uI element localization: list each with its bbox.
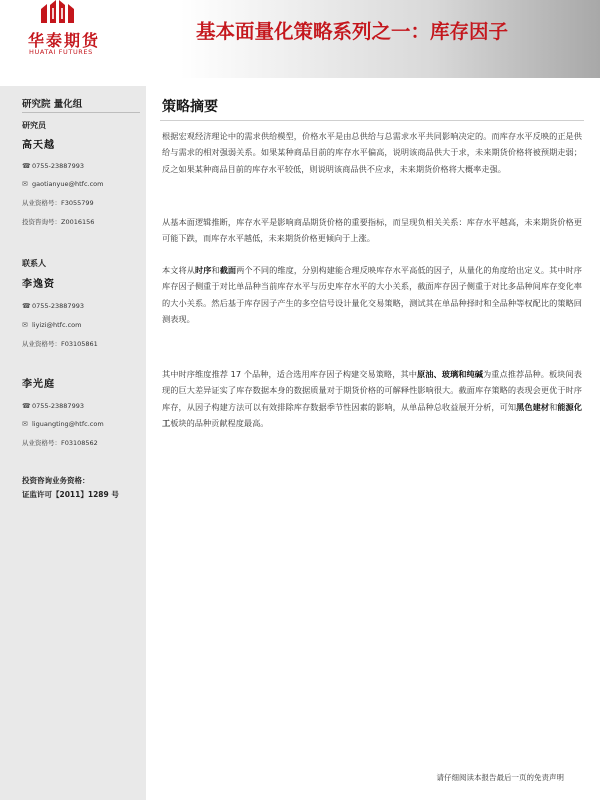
email-icon: ✉ xyxy=(22,321,28,329)
author-sidebar xyxy=(0,86,146,800)
logo-chinese-name: 华泰期货 xyxy=(28,31,101,50)
summary-paragraph: 其中时序维度推荐 17 个品种，适合选用库存因子构建交易策略，其中原油、玻璃和纯碱为重点推荐品种。板块间表现的巨大差异证实了库存数据本身的数据质量对于期货价格的可解释性影响很大。截面库存策略的表现会更优于时序库存，从因子构建方法可以有效排除库存数据季节性因素的影响，从单品种总收益展开分析，可知黑色建材和能源化工板块的品种贡献程度最高。 xyxy=(162,369,582,428)
report-title: 基本面量化策略系列之一：库存因子 xyxy=(196,20,509,43)
license-number: 证监许可【2011】1289 号 xyxy=(22,490,119,499)
license-info xyxy=(22,474,119,502)
researcher-email[interactable]: ✉ gaotianyue@htfc.com xyxy=(22,180,104,188)
company-logo xyxy=(16,0,106,60)
researcher-phone: ☎0755-23887993 xyxy=(22,162,84,170)
header-running-text xyxy=(340,0,580,5)
email-icon: ✉ xyxy=(22,180,28,188)
contact-email[interactable]: ✉ liguangting@htfc.com xyxy=(22,420,104,428)
researcher-qualification: 从业资格号：F3055799 xyxy=(22,199,94,207)
phone-icon: ☎ xyxy=(22,402,31,410)
email-icon: ✉ xyxy=(22,420,28,428)
department-label: 研究院 量化组 xyxy=(22,99,83,110)
emphasis-text: 黑色建材 xyxy=(516,401,550,412)
emphasis-text: 截面 xyxy=(219,265,237,275)
researcher-investment-id: 投资咨询号：Z0016156 xyxy=(22,218,95,226)
license-title: 投资咨询业务资格： xyxy=(22,476,90,485)
sidebar-divider xyxy=(22,112,140,113)
logo-english-name: HUATAI FUTURES xyxy=(29,48,93,56)
section-divider xyxy=(160,120,584,121)
phone-icon: ☎ xyxy=(22,302,31,310)
report-header xyxy=(0,0,600,78)
contact-name: 李逸资 xyxy=(22,279,55,290)
contact-phone: ☎0755-23887993 xyxy=(22,302,84,310)
summary-paragraph: 根据宏观经济理论中的需求供给模型，价格水平是由总供给与总需求水平共同影响决定的。而库存水平反映的正是供给与需求的相对强弱关系。如果某种商品目前的库存水平偏高，说明该商品供大于求，未来期货价格将被预期走弱；反之如果某种商品目前的库存水平较低，则说明该商品供不应求，未来期货价格将大概率走强。 xyxy=(162,131,582,174)
contact-phone: ☎0755-23887993 xyxy=(22,402,84,410)
section-title: 策略摘要 xyxy=(162,99,218,115)
emphasis-text: 能源化工 xyxy=(162,401,582,428)
summary-paragraph: 从基本面逻辑推断，库存水平是影响商品期货价格的重要指标，而呈现负相关关系：库存水平越高，未来期货价格更可能下跌，而库存水平越低，未来期货价格更倾向于上涨。 xyxy=(162,217,582,244)
contact-qualification: 从业资格号：F03105861 xyxy=(22,340,98,348)
emphasis-text: 原油、玻璃和纯碱 xyxy=(417,369,484,379)
contact-name: 李光庭 xyxy=(22,379,55,390)
phone-icon: ☎ xyxy=(22,162,31,170)
contact-email[interactable]: ✉ liyizi@htfc.com xyxy=(22,321,82,329)
contact-qualification: 从业资格号：F03108562 xyxy=(22,439,98,447)
researcher-label: 研究员 xyxy=(22,121,46,130)
huatai-logo-icon xyxy=(40,0,76,24)
summary-paragraph: 本文将从时序和截面两个不同的维度，分别构建能合理反映库存水平高低的因子，从量化的角度给出定义。其中时序库存因子侧重于对比单品种当前库存水平与历史库存水平的大小关系，截面库存因子侧重于对比多品种间库存变化率的大小关系。然后基于库存因子产生的多空信号设计量化交易策略，测试其在单品种择时和全品种等权配比的策略回测表现。 xyxy=(162,265,582,324)
emphasis-text: 时序 xyxy=(194,265,212,275)
disclaimer-note: 请仔细阅读本报告最后一页的免责声明 xyxy=(436,773,564,782)
researcher-name: 高天越 xyxy=(22,140,55,151)
contacts-label: 联系人 xyxy=(22,259,46,268)
